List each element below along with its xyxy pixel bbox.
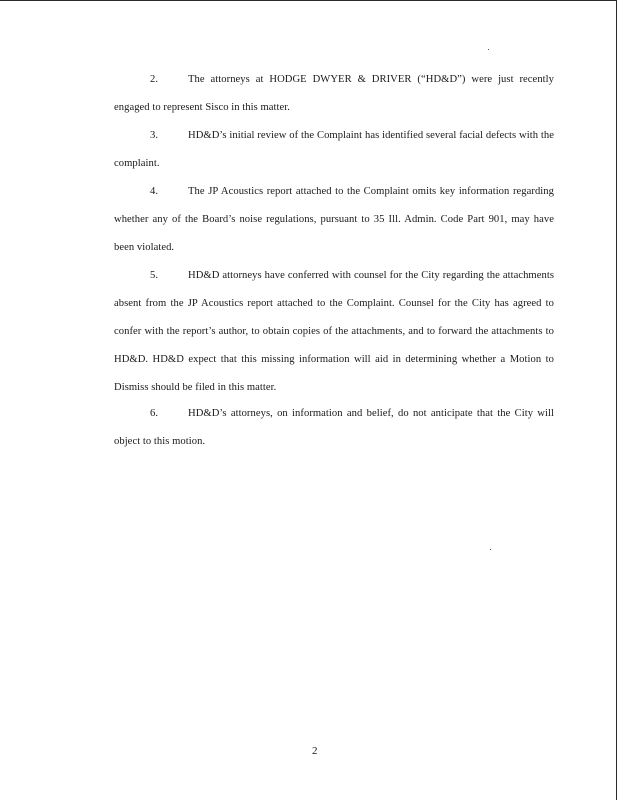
page-number: 2 xyxy=(312,745,318,757)
scan-speck xyxy=(490,549,491,550)
paragraph-3 xyxy=(114,122,554,178)
paragraph-number: 3. xyxy=(150,130,159,141)
scan-speck xyxy=(488,49,489,50)
paragraph-6 xyxy=(114,400,554,456)
paragraph-text: HD&D’s initial review of the Complaint has identified several facial defects with the complaint. xyxy=(114,130,554,169)
paragraph-number: 5. xyxy=(150,270,159,281)
paragraph-text: The JP Acoustics report attached to the Complaint omits key information regarding whether any of the Board’s noise regulations, pursuant to 35 Ill. Admin. Code Part 901, may have been violated. xyxy=(114,186,554,253)
paragraph-text: HD&D’s attorneys, on information and belief, do not anticipate that the City will object to this motion. xyxy=(114,408,554,447)
paragraph-number: 4. xyxy=(150,186,159,197)
paragraph-text: HD&D attorneys have conferred with counsel for the City regarding the attachments absent from the JP Acoustics report attached to the Complaint. Counsel for the City has agreed to confer with the report’s author, to obtain copies of the attachments, and to forward the attachments to HD&D. HD&D expect that this missing information will aid in determining whether a Motion to Dismiss should be filed in this matter. xyxy=(114,270,554,393)
paragraph-2 xyxy=(114,66,554,122)
paragraph-5 xyxy=(114,262,554,402)
paragraph-text: The attorneys at HODGE DWYER & DRIVER (“HD&D”) were just recently engaged to represent Sisco in this matter. xyxy=(114,74,554,113)
paragraph-number: 2. xyxy=(150,74,159,85)
paragraph-4 xyxy=(114,178,554,262)
paragraph-number: 6. xyxy=(150,408,159,419)
